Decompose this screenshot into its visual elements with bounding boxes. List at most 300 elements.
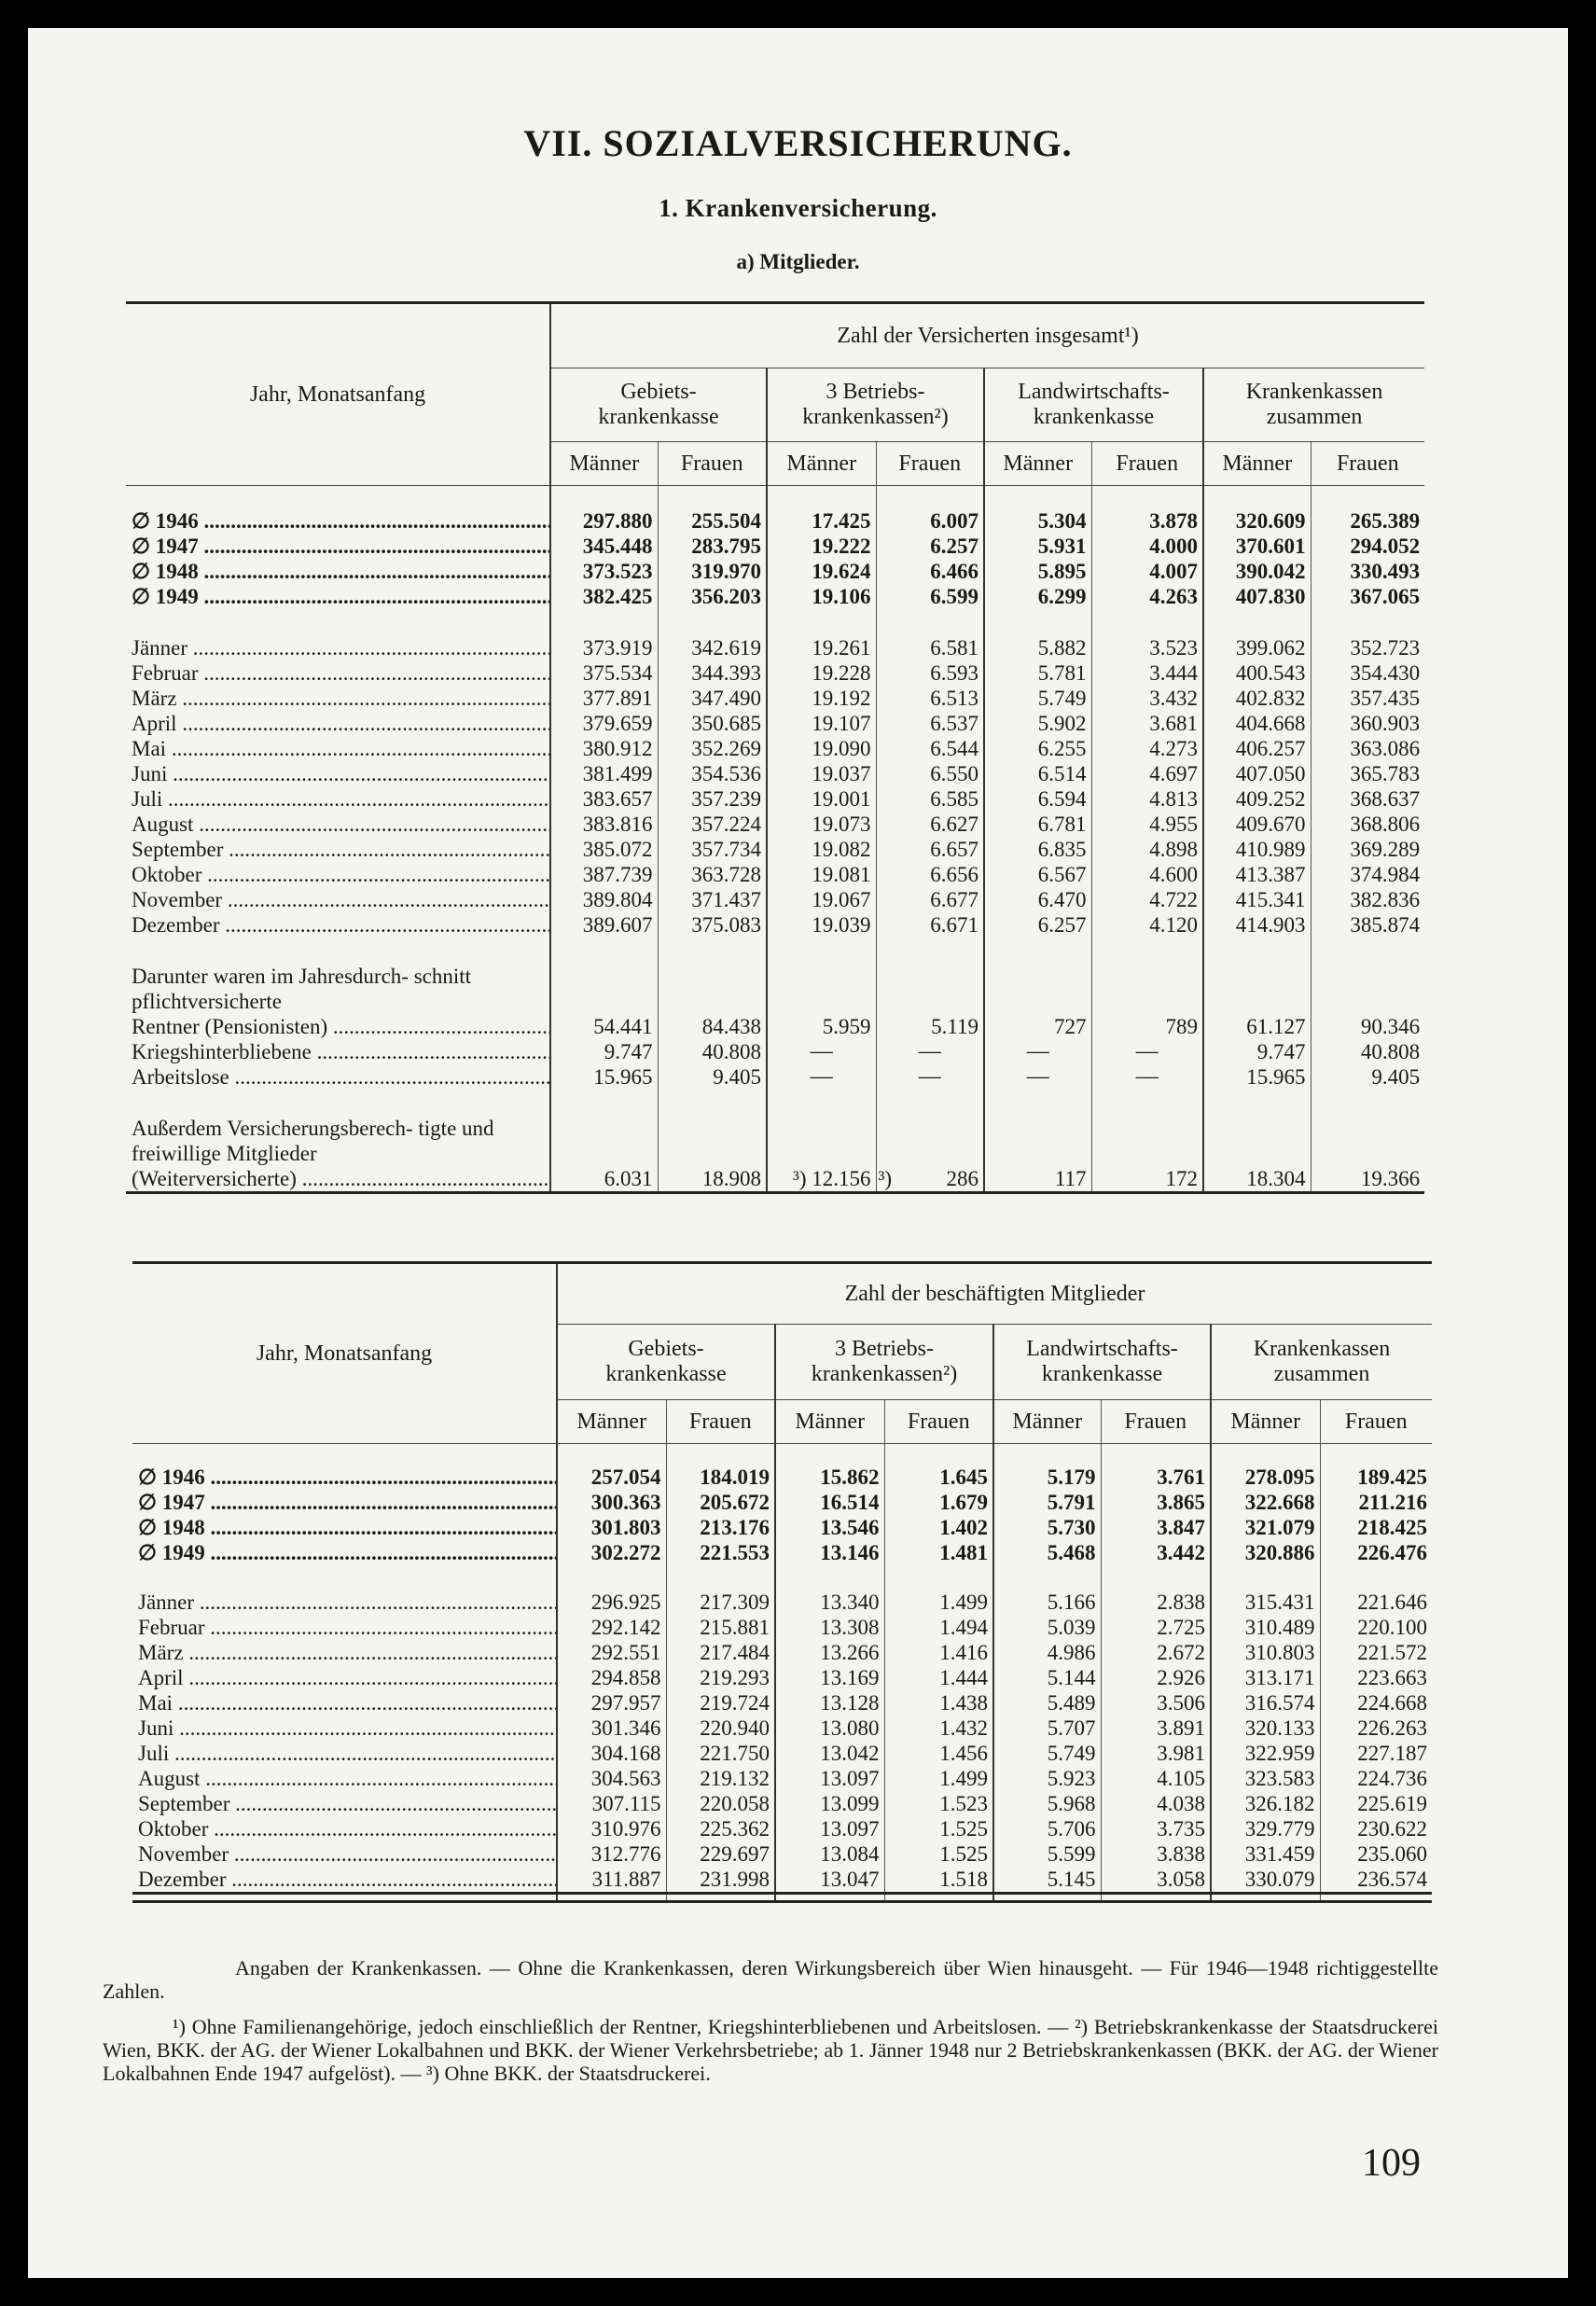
table-row xyxy=(126,862,1424,887)
value-cell: 352.723 xyxy=(1311,635,1424,660)
value-cell: 4.007 xyxy=(1091,559,1203,584)
value-cell: 367.065 xyxy=(1311,584,1424,609)
section-title: 1. Krankenversicherung. xyxy=(659,194,937,222)
value-cell: 3.432 xyxy=(1091,686,1203,711)
spacer-cell xyxy=(666,1894,775,1902)
value-cell: 5.179 xyxy=(993,1465,1101,1490)
table-row xyxy=(132,1490,1432,1515)
value-cell: 225.619 xyxy=(1320,1791,1432,1816)
spacer-row xyxy=(126,1090,1424,1116)
row-label: Oktober ..... xyxy=(132,1816,557,1841)
sub-header: Frauen xyxy=(1091,442,1203,486)
group-header: Gebiets- krankenkasse xyxy=(550,368,767,442)
value-cell: 357.435 xyxy=(1311,686,1424,711)
spacer-cell xyxy=(775,1894,884,1902)
row-label: ∅ 1948 ..... xyxy=(132,1515,557,1540)
value-cell: 4.105 xyxy=(1101,1766,1211,1791)
group-header: 3 Betriebs- krankenkassen²) xyxy=(767,368,984,442)
spacer-cell xyxy=(1203,938,1311,964)
spacer-cell xyxy=(1320,1894,1432,1902)
value-cell: 5.791 xyxy=(993,1490,1101,1515)
value-cell: 320.609 xyxy=(1203,508,1311,534)
value-cell: 5.959 xyxy=(767,1014,876,1039)
row-label: April ..... xyxy=(132,1665,557,1690)
table-row xyxy=(126,912,1424,938)
value-cell: 221.572 xyxy=(1320,1640,1432,1665)
value-cell: 19.090 xyxy=(767,736,876,761)
table-row xyxy=(126,660,1424,686)
table-row xyxy=(132,1841,1432,1867)
row-label: März ..... xyxy=(126,686,550,711)
value-cell: 322.959 xyxy=(1211,1741,1320,1766)
value-cell: 312.776 xyxy=(557,1841,666,1867)
table-row xyxy=(126,711,1424,736)
spacer-cell xyxy=(1091,486,1203,509)
value-cell: 4.722 xyxy=(1091,887,1203,912)
members-total-table xyxy=(126,301,1424,1194)
page-number: 109 xyxy=(1362,2142,1421,2185)
empty-cell xyxy=(984,1116,1091,1166)
value-cell: 6.581 xyxy=(876,635,984,660)
table-row xyxy=(132,1515,1432,1540)
value-cell: 4.813 xyxy=(1091,786,1203,812)
value-cell: 217.309 xyxy=(666,1590,775,1615)
value-cell: 297.957 xyxy=(557,1690,666,1716)
value-cell: 223.663 xyxy=(1320,1665,1432,1690)
value-cell: 5.039 xyxy=(993,1615,1101,1640)
value-cell: 226.263 xyxy=(1320,1716,1432,1741)
value-cell: 6.007 xyxy=(876,508,984,534)
value-cell: — xyxy=(876,1064,984,1090)
value-cell: 40.808 xyxy=(658,1039,767,1064)
value-cell: — xyxy=(1091,1039,1203,1064)
spacer-cell xyxy=(557,1565,666,1590)
spacer-cell xyxy=(1091,609,1203,635)
row-label: Februar ..... xyxy=(132,1615,557,1640)
value-cell: 13.097 xyxy=(775,1816,884,1841)
table-row xyxy=(132,1791,1432,1816)
row-label: Juli ..... xyxy=(126,786,550,812)
value-cell: 409.670 xyxy=(1203,812,1311,837)
value-cell: 373.523 xyxy=(550,559,658,584)
value-cell: 4.898 xyxy=(1091,837,1203,862)
spacer-cell xyxy=(550,486,658,509)
value-cell: 13.084 xyxy=(775,1841,884,1867)
spacer-cell xyxy=(1311,938,1424,964)
value-cell: 377.891 xyxy=(550,686,658,711)
spacer-cell xyxy=(993,1894,1101,1902)
value-cell: 230.622 xyxy=(1320,1816,1432,1841)
spacer-cell xyxy=(1320,1444,1432,1466)
value-cell: 345.448 xyxy=(550,534,658,559)
value-cell: 331.459 xyxy=(1211,1841,1320,1867)
sub-header: Männer xyxy=(984,442,1091,486)
value-cell: 404.668 xyxy=(1203,711,1311,736)
value-cell: 227.187 xyxy=(1320,1741,1432,1766)
row-header: Jahr, Monatsanfang xyxy=(256,1341,433,1366)
value-cell: 5.707 xyxy=(993,1716,1101,1741)
value-cell: 4.038 xyxy=(1101,1791,1211,1816)
value-cell: 5.468 xyxy=(993,1540,1101,1565)
value-cell: 224.736 xyxy=(1320,1766,1432,1791)
value-cell: 383.816 xyxy=(550,812,658,837)
section-intro: Darunter waren im Jahresdurch- schnitt pflichtversicherte xyxy=(132,965,472,1013)
table-row xyxy=(132,1716,1432,1741)
table-row xyxy=(126,686,1424,711)
spacer-cell xyxy=(775,1444,884,1466)
value-cell: 6.544 xyxy=(876,736,984,761)
value-cell: 5.599 xyxy=(993,1841,1101,1867)
spacer-cell xyxy=(1101,1444,1211,1466)
row-label: Oktober ..... xyxy=(126,862,550,887)
value-cell: 315.431 xyxy=(1211,1590,1320,1615)
group-header: Krankenkassen zusammen xyxy=(1211,1325,1432,1400)
value-cell: 19.039 xyxy=(767,912,876,938)
row-label: Juli ..... xyxy=(132,1741,557,1766)
value-cell: 184.019 xyxy=(666,1465,775,1490)
empty-cell xyxy=(550,964,658,1014)
value-cell: 18.304 xyxy=(1203,1166,1311,1193)
value-cell: 1.481 xyxy=(884,1540,993,1565)
value-cell: 257.054 xyxy=(557,1465,666,1490)
annual-rows xyxy=(126,486,1424,610)
value-cell: 218.425 xyxy=(1320,1515,1432,1540)
value-cell: 3.838 xyxy=(1101,1841,1211,1867)
spacer-cell xyxy=(550,609,658,635)
value-cell: 6.656 xyxy=(876,862,984,887)
empty-cell xyxy=(984,964,1091,1014)
super-header: Zahl der Versicherten insgesamt¹) xyxy=(550,303,1424,368)
value-cell: 215.881 xyxy=(666,1615,775,1640)
row-label: Dezember ..... xyxy=(126,912,550,938)
value-cell: 302.272 xyxy=(557,1540,666,1565)
value-cell: 221.646 xyxy=(1320,1590,1432,1615)
value-cell: 6.550 xyxy=(876,761,984,786)
sub-header: Frauen xyxy=(884,1400,993,1444)
value-cell: 5.882 xyxy=(984,635,1091,660)
value-cell: 363.728 xyxy=(658,862,767,887)
sub-header: Frauen xyxy=(1320,1400,1432,1444)
table-row xyxy=(132,1540,1432,1565)
value-cell: 13.097 xyxy=(775,1766,884,1791)
value-cell: 213.176 xyxy=(666,1515,775,1540)
value-cell: — xyxy=(1091,1064,1203,1090)
row-label: Mai ..... xyxy=(132,1690,557,1716)
empty-cell xyxy=(767,964,876,1014)
spacer-row xyxy=(126,938,1424,964)
value-cell: 1.518 xyxy=(884,1867,993,1894)
sub-header: Frauen xyxy=(658,442,767,486)
value-cell: 344.393 xyxy=(658,660,767,686)
value-cell xyxy=(876,1166,984,1193)
row-label: Rentner (Pensionisten) ..... xyxy=(126,1014,550,1039)
value-cell: 330.493 xyxy=(1311,559,1424,584)
spacer-cell xyxy=(1203,1090,1311,1116)
spacer-row xyxy=(132,1565,1432,1590)
value-cell: 1.402 xyxy=(884,1515,993,1540)
value-cell: 407.050 xyxy=(1203,761,1311,786)
value-cell: 235.060 xyxy=(1320,1841,1432,1867)
value-cell: — xyxy=(984,1039,1091,1064)
value-cell: 304.168 xyxy=(557,1741,666,1766)
value-cell: 265.389 xyxy=(1311,508,1424,534)
value-cell: 219.724 xyxy=(666,1690,775,1716)
value-cell: 19.106 xyxy=(767,584,876,609)
value-cell: 6.627 xyxy=(876,812,984,837)
super-header: Zahl der beschäftigten Mitglieder xyxy=(557,1263,1432,1325)
value-cell: 117 xyxy=(984,1166,1091,1193)
table-row xyxy=(126,1064,1424,1090)
value-cell: 1.525 xyxy=(884,1841,993,1867)
spacer-cell xyxy=(1091,1090,1203,1116)
table-row xyxy=(126,508,1424,534)
value-cell: 283.795 xyxy=(658,534,767,559)
value-cell: 316.574 xyxy=(1211,1690,1320,1716)
value-cell: 390.042 xyxy=(1203,559,1311,584)
value-cell: 347.490 xyxy=(658,686,767,711)
table-row xyxy=(126,559,1424,584)
row-label: August ..... xyxy=(132,1766,557,1791)
value-cell: 19.073 xyxy=(767,812,876,837)
value-cell: 330.079 xyxy=(1211,1867,1320,1894)
value-cell: 3.058 xyxy=(1101,1867,1211,1894)
row-label: Mai ..... xyxy=(126,736,550,761)
value-cell: 5.895 xyxy=(984,559,1091,584)
value-cell: 301.346 xyxy=(557,1716,666,1741)
value-cell: 304.563 xyxy=(557,1766,666,1791)
value-cell: 5.730 xyxy=(993,1515,1101,1540)
spacer-cell xyxy=(666,1444,775,1466)
value-cell: 217.484 xyxy=(666,1640,775,1665)
value-cell: 5.781 xyxy=(984,660,1091,686)
spacer-cell xyxy=(557,1894,666,1902)
spacer-cell xyxy=(984,938,1091,964)
empty-cell xyxy=(876,964,984,1014)
value-cell: 9.747 xyxy=(550,1039,658,1064)
spacer-cell xyxy=(884,1565,993,1590)
value-cell: 292.142 xyxy=(557,1615,666,1640)
spacer-cell xyxy=(984,1090,1091,1116)
value-cell: 399.062 xyxy=(1203,635,1311,660)
value-cell: 15.965 xyxy=(550,1064,658,1090)
value-cell: 389.804 xyxy=(550,887,658,912)
spacer-cell xyxy=(126,1090,550,1116)
value-cell: 292.551 xyxy=(557,1640,666,1665)
value-cell: 407.830 xyxy=(1203,584,1311,609)
spacer-cell xyxy=(1211,1565,1320,1590)
value-cell: 6.657 xyxy=(876,837,984,862)
empty-cell xyxy=(1091,1116,1203,1166)
monthly-rows xyxy=(126,609,1424,938)
value-cell: 1.456 xyxy=(884,1741,993,1766)
spacer-cell xyxy=(658,1090,767,1116)
value-cell: 5.144 xyxy=(993,1665,1101,1690)
value-cell: 19.624 xyxy=(767,559,876,584)
supplement-rows xyxy=(126,938,1424,1193)
spacer-cell xyxy=(126,486,550,509)
value-cell: 4.000 xyxy=(1091,534,1203,559)
empty-cell xyxy=(876,1116,984,1166)
sub-header: Frauen xyxy=(1311,442,1424,486)
value-cell: 13.099 xyxy=(775,1791,884,1816)
spacer-cell xyxy=(658,938,767,964)
table-row xyxy=(126,1014,1424,1039)
value-cell: 307.115 xyxy=(557,1791,666,1816)
table-row xyxy=(126,584,1424,609)
value-cell: 2.725 xyxy=(1101,1615,1211,1640)
value-cell: 5.749 xyxy=(984,686,1091,711)
table-row xyxy=(132,1590,1432,1615)
value-cell: 368.806 xyxy=(1311,812,1424,837)
sub-header: Frauen xyxy=(666,1400,775,1444)
row-label: September ..... xyxy=(132,1791,557,1816)
value-cell: 4.600 xyxy=(1091,862,1203,887)
value-cell: 6.514 xyxy=(984,761,1091,786)
row-label: März ..... xyxy=(132,1640,557,1665)
empty-cell xyxy=(1311,1116,1424,1166)
spacer-cell xyxy=(767,1090,876,1116)
row-label: Arbeitslose ..... xyxy=(126,1064,550,1090)
value-cell: 354.536 xyxy=(658,761,767,786)
spacer-cell xyxy=(1101,1565,1211,1590)
value-cell: 13.080 xyxy=(775,1716,884,1741)
spacer-cell xyxy=(1311,486,1424,509)
row-label: November ..... xyxy=(126,887,550,912)
footnotes: ¹) Ohne Familienangehörige, jedoch einschließlich der Rentner, Kriegshinterbliebenen und Arbeitslosen. — ²) Betriebskrankenkasse der Staatsdruckerei Wien, BKK. der AG. der Wiener Lokalbahnen und BKK. der Wiener Verkehrsbetriebe; ab 1. Jänner 1948 nur 2 Betriebskrankenkassen (BKK. der AG. der Wiener Lokalbahnen Ende 1947 aufgelöst). — ³) Ohne BKK. der Staatsdruckerei. xyxy=(103,2015,1438,2085)
row-label: (Weiterversicherte) ..... xyxy=(126,1166,550,1193)
value-cell: 231.998 xyxy=(666,1867,775,1894)
value-cell: 19.067 xyxy=(767,887,876,912)
value-text: 286 xyxy=(946,1167,978,1190)
spacer-row xyxy=(126,609,1424,635)
value-cell: 321.079 xyxy=(1211,1515,1320,1540)
group-header: Gebiets- krankenkasse xyxy=(557,1325,775,1400)
spacer-cell xyxy=(1091,938,1203,964)
subsection-title: a) Mitglieder. xyxy=(736,250,860,273)
value-cell: 356.203 xyxy=(658,584,767,609)
spacer-row xyxy=(132,1894,1432,1902)
value-cell: 1.645 xyxy=(884,1465,993,1490)
value-cell: 15.965 xyxy=(1203,1064,1311,1090)
value-cell: 375.083 xyxy=(658,912,767,938)
value-cell: 13.308 xyxy=(775,1615,884,1640)
row-label: Februar ..... xyxy=(126,660,550,686)
value-cell: 414.903 xyxy=(1203,912,1311,938)
spacer-cell xyxy=(767,486,876,509)
group-header: Krankenkassen zusammen xyxy=(1203,368,1424,442)
value-cell: 1.499 xyxy=(884,1766,993,1791)
value-cell: 360.903 xyxy=(1311,711,1424,736)
value-cell: ³) 12.156 xyxy=(767,1166,876,1193)
value-cell: 300.363 xyxy=(557,1490,666,1515)
value-cell: 381.499 xyxy=(550,761,658,786)
spacer-cell xyxy=(876,938,984,964)
value-cell: 342.619 xyxy=(658,635,767,660)
value-cell: 3.761 xyxy=(1101,1465,1211,1490)
value-cell: 1.432 xyxy=(884,1716,993,1741)
spacer-cell xyxy=(126,938,550,964)
members-employed-table xyxy=(132,1261,1432,1903)
value-cell: 13.266 xyxy=(775,1640,884,1665)
value-cell: 6.513 xyxy=(876,686,984,711)
table-row xyxy=(132,1665,1432,1690)
empty-cell xyxy=(658,964,767,1014)
value-cell: 6.255 xyxy=(984,736,1091,761)
spacer-cell xyxy=(775,1565,884,1590)
row-label: April ..... xyxy=(126,711,550,736)
annual-rows xyxy=(132,1444,1432,1566)
sub-header: Männer xyxy=(550,442,658,486)
value-cell: 4.120 xyxy=(1091,912,1203,938)
spacer-cell xyxy=(884,1894,993,1902)
value-cell: 6.299 xyxy=(984,584,1091,609)
value-cell: 382.425 xyxy=(550,584,658,609)
value-cell: 13.146 xyxy=(775,1540,884,1565)
value-cell: 5.166 xyxy=(993,1590,1101,1615)
value-cell: 221.553 xyxy=(666,1540,775,1565)
value-cell: 13.047 xyxy=(775,1867,884,1894)
value-cell: 5.968 xyxy=(993,1791,1101,1816)
value-cell: 220.100 xyxy=(1320,1615,1432,1640)
table-row xyxy=(132,1690,1432,1716)
sub-header: Frauen xyxy=(1101,1400,1211,1444)
value-cell: 255.504 xyxy=(658,508,767,534)
section-intro-row xyxy=(126,1116,1424,1166)
value-cell: 3.981 xyxy=(1101,1741,1211,1766)
value-cell: 350.685 xyxy=(658,711,767,736)
spacer-cell xyxy=(1211,1444,1320,1466)
sub-header: Männer xyxy=(1203,442,1311,486)
value-cell: 9.747 xyxy=(1203,1039,1311,1064)
spacer-cell xyxy=(132,1565,557,1590)
source-note: Angaben der Krankenkassen. — Ohne die Krankenkassen, deren Wirkungsbereich über Wien hinausgeht. — Für 1946—1948 richtiggestellte Zahlen. xyxy=(103,1956,1438,2003)
spacer-cell xyxy=(876,486,984,509)
spacer-cell xyxy=(557,1444,666,1466)
value-cell: 301.803 xyxy=(557,1515,666,1540)
value-cell: 4.263 xyxy=(1091,584,1203,609)
spacer-cell xyxy=(658,609,767,635)
value-cell: — xyxy=(767,1064,876,1090)
value-cell: 4.986 xyxy=(993,1640,1101,1665)
value-cell: 310.803 xyxy=(1211,1640,1320,1665)
value-cell: 211.216 xyxy=(1320,1490,1432,1515)
value-cell: 1.679 xyxy=(884,1490,993,1515)
value-cell: — xyxy=(984,1064,1091,1090)
row-label: Juni ..... xyxy=(126,761,550,786)
value-cell: 61.127 xyxy=(1203,1014,1311,1039)
table-row xyxy=(126,1166,1424,1193)
value-cell: 15.862 xyxy=(775,1465,884,1490)
value-cell: 5.923 xyxy=(993,1766,1101,1791)
value-cell: 6.593 xyxy=(876,660,984,686)
spacer-cell xyxy=(993,1565,1101,1590)
value-cell: 6.567 xyxy=(984,862,1091,887)
value-cell: 19.001 xyxy=(767,786,876,812)
value-cell: 310.489 xyxy=(1211,1615,1320,1640)
value-cell: 172 xyxy=(1091,1166,1203,1193)
row-label: ∅ 1946 ..... xyxy=(132,1465,557,1490)
value-cell: 13.546 xyxy=(775,1515,884,1540)
empty-cell xyxy=(1091,964,1203,1014)
value-cell: 371.437 xyxy=(658,887,767,912)
section-intro: Außerdem Versicherungsberech- tigte und freiwillige Mitglieder xyxy=(132,1117,494,1165)
value-cell: 3.506 xyxy=(1101,1690,1211,1716)
value-cell: 19.366 xyxy=(1311,1166,1424,1193)
value-cell: 1.444 xyxy=(884,1665,993,1690)
value-cell: 6.257 xyxy=(876,534,984,559)
value-cell: 84.438 xyxy=(658,1014,767,1039)
spacer-row xyxy=(126,486,1424,509)
